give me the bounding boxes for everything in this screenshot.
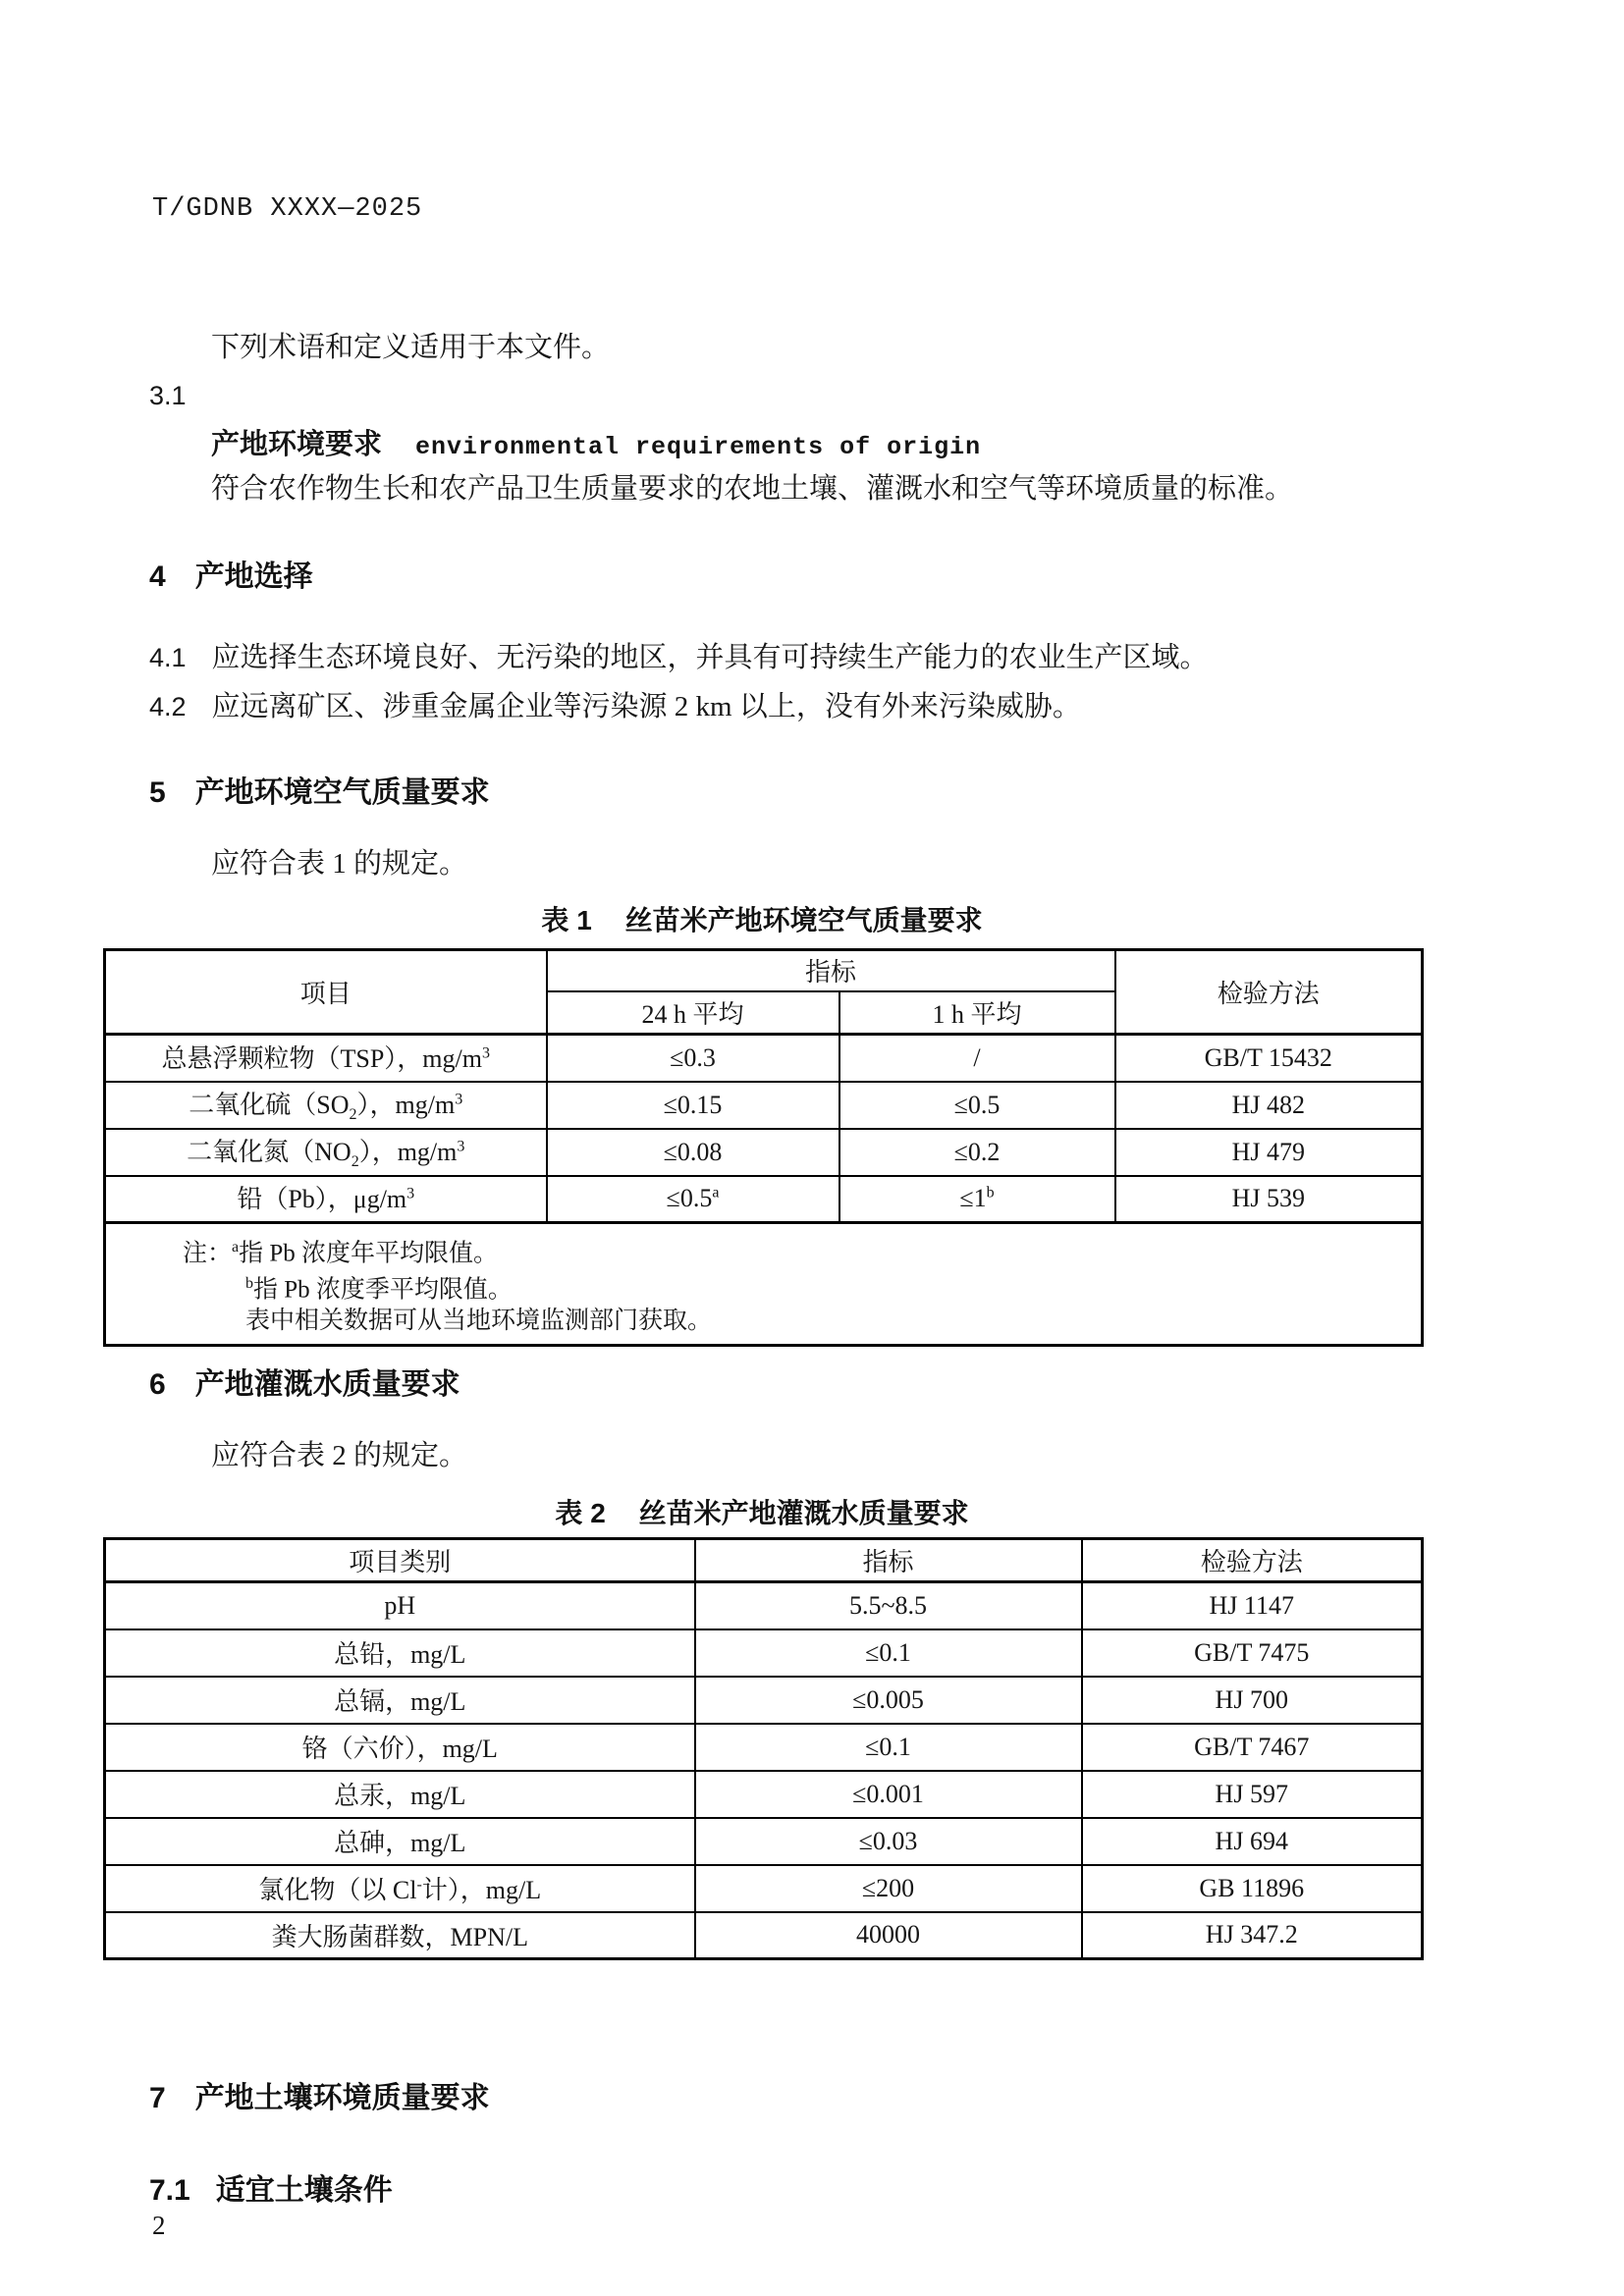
table-row bbox=[105, 1771, 1423, 1818]
table-cell-category: pH bbox=[105, 1582, 695, 1629]
table-cell-item: 二氧化氮$(NO_2)$，$mg/m^3$ bbox=[105, 1129, 547, 1176]
clause-3-1-number: 3.1 bbox=[149, 381, 187, 410]
doc-code: T/GDNB XXXX—2025 bbox=[152, 194, 423, 224]
table-2-caption-label: 表 2 bbox=[555, 1498, 606, 1528]
table-cell-item: 铅（Pb），$\mu g/m^3$ bbox=[105, 1176, 547, 1223]
section-6-intro: 应符合表 2 的规定。 bbox=[211, 1440, 468, 1471]
table-2 bbox=[103, 1537, 1424, 1960]
clause-4-2-number: 4.2 bbox=[149, 692, 187, 721]
table-1-caption-text: 丝苗米产地环境空气质量要求 bbox=[624, 905, 983, 935]
clause-7-1-number: 7.1 bbox=[149, 2174, 190, 2207]
section-7-heading bbox=[149, 2073, 490, 2116]
table-cell-method: HJ 694 bbox=[1082, 1818, 1423, 1865]
table-cell-1h: / bbox=[839, 1035, 1115, 1082]
table-2-header-method: 检验方法 bbox=[1082, 1539, 1423, 1582]
table-1-note: 注：$^a$指 Pb 浓度年平均限值。 $^b$指 Pb 浓度季平均限值。 表中相关数据可从当地环境监测部门获取。 bbox=[105, 1223, 1423, 1346]
table-cell-method: HJ 1147 bbox=[1082, 1582, 1423, 1629]
table-cell-method: HJ 539 bbox=[1115, 1176, 1423, 1223]
clause-4-1-text: 应选择生态环境良好、无污染的地区，并具有可持续生产能力的农业生产区域。 bbox=[211, 642, 1209, 673]
table-row bbox=[105, 1176, 1423, 1223]
table-row bbox=[105, 1035, 1423, 1082]
table-2-header-row bbox=[105, 1539, 1423, 1582]
table-cell-indicator: ≤0.03 bbox=[695, 1818, 1082, 1865]
table-cell-indicator: ≤0.1 bbox=[695, 1724, 1082, 1771]
section-5-intro: 应符合表 1 的规定。 bbox=[211, 848, 468, 880]
table-row bbox=[105, 1865, 1423, 1912]
table-1 bbox=[103, 948, 1424, 1347]
table-cell-method: GB/T 7467 bbox=[1082, 1724, 1423, 1771]
table-cell-indicator: ≤0.1 bbox=[695, 1629, 1082, 1677]
table-cell-indicator: 40000 bbox=[695, 1912, 1082, 1959]
table-cell-indicator: ≤0.005 bbox=[695, 1677, 1082, 1724]
table-row bbox=[105, 1582, 1423, 1629]
term-title-zh: 产地环境要求 bbox=[211, 429, 383, 460]
table-cell-24h: ≤0.3 bbox=[547, 1035, 839, 1082]
table-1-header-1h: 1 h 平均 bbox=[839, 991, 1115, 1035]
table-row bbox=[105, 1677, 1423, 1724]
section-6-title: 产地灌溉水质量要求 bbox=[194, 1368, 460, 1401]
table-cell-indicator: 5.5~8.5 bbox=[695, 1582, 1082, 1629]
table-row bbox=[105, 1082, 1423, 1129]
table-cell-item: 总悬浮颗粒物（TSP），$mg/m^3$ bbox=[105, 1035, 547, 1082]
table-1-caption-label: 表 1 bbox=[541, 905, 592, 935]
section-4-title: 产地选择 bbox=[194, 561, 313, 593]
clause-7-1-title: 适宜土壤条件 bbox=[215, 2174, 393, 2207]
table-1-note-row bbox=[105, 1223, 1423, 1346]
table-1-header-row-1 bbox=[105, 950, 1423, 991]
table-cell-item: 二氧化硫$(SO_2)$，$mg/m^3$ bbox=[105, 1082, 547, 1129]
table-1-header-method: 检验方法 bbox=[1115, 950, 1423, 1035]
table-2-caption bbox=[103, 1492, 1421, 1531]
table-2-caption-text: 丝苗米产地灌溉水质量要求 bbox=[638, 1498, 969, 1528]
table-row bbox=[105, 1129, 1423, 1176]
table-cell-category: 总汞，mg/L bbox=[105, 1771, 695, 1818]
table-cell-method: HJ 482 bbox=[1115, 1082, 1423, 1129]
table-cell-category: 总铅，mg/L bbox=[105, 1629, 695, 1677]
table-cell-method: GB/T 15432 bbox=[1115, 1035, 1423, 1082]
clause-4-2-text: 应远离矿区、涉重金属企业等污染源 2 km 以上，没有外来污染威胁。 bbox=[211, 691, 1081, 722]
table-1-header-item: 项目 bbox=[105, 950, 547, 1035]
section-4-heading bbox=[149, 552, 313, 595]
term-title-line bbox=[211, 422, 981, 462]
table-cell-1h: ≤0.5 bbox=[839, 1082, 1115, 1129]
table-cell-method: HJ 597 bbox=[1082, 1771, 1423, 1818]
table-row bbox=[105, 1629, 1423, 1677]
table-cell-24h: ≤0.15 bbox=[547, 1082, 839, 1129]
table-cell-category: 总砷，mg/L bbox=[105, 1818, 695, 1865]
section-7-number: 7 bbox=[149, 2082, 166, 2114]
section-5-title: 产地环境空气质量要求 bbox=[194, 776, 490, 809]
term-definition: 符合农作物生长和农产品卫生质量要求的农地土壤、灌溉水和空气等环境质量的标准。 bbox=[211, 473, 1294, 505]
table-cell-category: 粪大肠菌群数，MPN/L bbox=[105, 1912, 695, 1959]
section-6-number: 6 bbox=[149, 1368, 166, 1401]
table-2-header-indicator: 指标 bbox=[695, 1539, 1082, 1582]
table-cell-1h: ≤0.2 bbox=[839, 1129, 1115, 1176]
table-cell-method: GB 11896 bbox=[1082, 1865, 1423, 1912]
clause-4-2 bbox=[149, 687, 1081, 726]
table-1-caption bbox=[103, 899, 1421, 938]
table-cell-1h: $\le 1^b$ bbox=[839, 1176, 1115, 1223]
clause-7-1-heading bbox=[149, 2165, 393, 2209]
table-row bbox=[105, 1818, 1423, 1865]
section-5-number: 5 bbox=[149, 776, 166, 809]
table-cell-method: HJ 700 bbox=[1082, 1677, 1423, 1724]
section-4-number: 4 bbox=[149, 561, 166, 593]
table-cell-category: 氯化物（以 Cl-计），mg/L bbox=[105, 1865, 695, 1912]
table-cell-24h: ≤0.5$^a$ bbox=[547, 1176, 839, 1223]
table-cell-method: HJ 347.2 bbox=[1082, 1912, 1423, 1959]
clause-4-1-number: 4.1 bbox=[149, 643, 187, 672]
section-5-heading bbox=[149, 768, 490, 811]
table-cell-method: GB/T 7475 bbox=[1082, 1629, 1423, 1677]
table-cell-24h: ≤0.08 bbox=[547, 1129, 839, 1176]
table-row bbox=[105, 1724, 1423, 1771]
section-7-title: 产地土壤环境质量要求 bbox=[194, 2082, 490, 2114]
term-title-en: environmental requirements of origin bbox=[415, 433, 982, 461]
table-1-header-24h: 24 h 平均 bbox=[547, 991, 839, 1035]
terms-intro-paragraph: 下列术语和定义适用于本文件。 bbox=[211, 332, 611, 363]
clause-4-1 bbox=[149, 638, 1209, 677]
table-cell-indicator: ≤200 bbox=[695, 1865, 1082, 1912]
section-6-heading bbox=[149, 1360, 460, 1403]
table-cell-category: 总镉，mg/L bbox=[105, 1677, 695, 1724]
table-cell-category: 铬（六价），mg/L bbox=[105, 1724, 695, 1771]
table-cell-indicator: ≤0.001 bbox=[695, 1771, 1082, 1818]
table-2-header-category: 项目类别 bbox=[105, 1539, 695, 1582]
table-1-header-indicator: 指标 bbox=[547, 950, 1115, 991]
page-number: 2 bbox=[152, 2211, 166, 2240]
table-cell-method: HJ 479 bbox=[1115, 1129, 1423, 1176]
table-row bbox=[105, 1912, 1423, 1959]
